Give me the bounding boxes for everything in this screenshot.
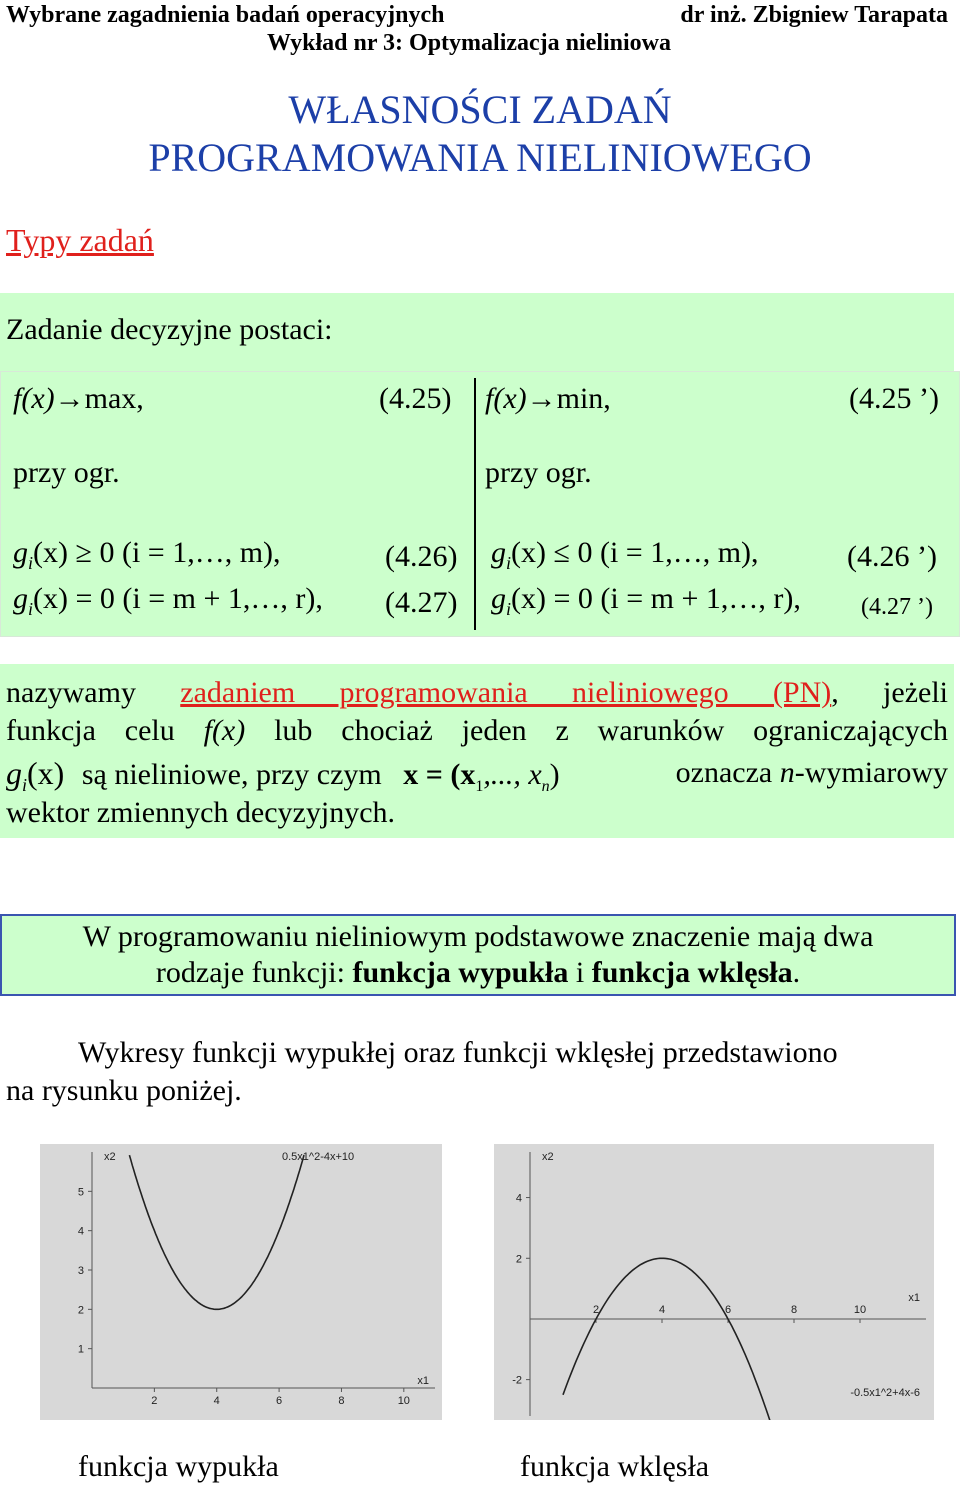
caption-convex: funkcja wypukła	[78, 1450, 279, 1483]
column-divider	[474, 378, 476, 630]
eq-4-25-prime: (4.25 ’)	[849, 382, 939, 415]
eq-4-26-prime: (4.26 ’)	[847, 540, 937, 573]
definition-line4: wektor zmiennych decyzyjnych.	[6, 796, 396, 829]
term-pn: zadaniem programowania nieliniowego (PN)	[180, 676, 832, 709]
y-tick-label: 4	[77, 1225, 84, 1238]
x-tick-label: 4	[658, 1304, 666, 1316]
page-title-line1: WŁASNOŚCI ZADAŃ	[288, 87, 672, 132]
y-axis-label: x2	[542, 1151, 554, 1163]
convex-chart	[40, 1144, 442, 1420]
paragraph-line1: Wykresy funkcji wypukłej oraz funkcji wklęsłej przedstawiono	[78, 1036, 838, 1069]
y-tick-label: 1	[77, 1343, 84, 1356]
x-axis-label: x1	[417, 1375, 429, 1387]
lecture-title: Wykład nr 3: Optymalizacja nieliniowa	[267, 30, 672, 56]
y-tick-label: 4	[515, 1192, 522, 1205]
x-tick-label: 8	[338, 1395, 345, 1407]
x-tick-label: 6	[276, 1395, 283, 1407]
x-tick-label: 8	[790, 1304, 798, 1316]
problem-formulation-box	[0, 371, 960, 637]
objective-min: f(x)→min,	[485, 382, 611, 415]
y-axis-label: x2	[104, 1151, 116, 1163]
x-tick-label: 2	[151, 1395, 158, 1407]
section-heading: Typy zadań	[6, 222, 154, 258]
function-label: -0.5x1^2+4x-6	[850, 1387, 920, 1399]
constraints-label-right: przy ogr.	[485, 456, 592, 489]
eq-4-27-prime: (4.27 ’)	[861, 594, 933, 620]
x-tick-label: 6	[724, 1304, 732, 1316]
objective-max: f(x)→max,	[13, 382, 144, 415]
paragraph-line2: na rysunku poniżej.	[6, 1074, 242, 1107]
constraint-eq-left: $g_i(x) = 0$ (i = m + 1,…, r),	[13, 582, 323, 619]
caption-concave: funkcja wklęsła	[520, 1450, 710, 1483]
definition-line2: funkcja celu f(x) lub chociaż jeden z warunków ograniczających	[6, 714, 949, 747]
x-axis-label: x1	[908, 1292, 920, 1304]
convex-chart-bg	[40, 1144, 442, 1420]
eq-4-26: (4.26)	[385, 540, 458, 573]
constraint-ineq-right: $g_i(x) \le 0$ (i = 1,…, m),	[491, 536, 759, 573]
problem-intro-box	[0, 293, 954, 371]
y-tick-label: 3	[77, 1265, 84, 1277]
definition-line1: nazywamy zadaniem programowania nieliniowego (PN), jeżeli	[6, 676, 949, 709]
x-tick-label: 2	[592, 1304, 600, 1316]
y-tick-label: 2	[515, 1253, 522, 1266]
eq-4-25: (4.25)	[379, 382, 452, 415]
info-line2: rodzaje funkcji: funkcja wypukła i funkcja wklęsła.	[155, 956, 801, 989]
author: dr inż. Zbigniew Tarapata	[680, 2, 948, 28]
problem-intro: Zadanie decyzyjne postaci:	[6, 313, 333, 346]
function-label: 0.5x1^2-4x+10	[282, 1151, 355, 1163]
x-tick-label: 10	[853, 1304, 867, 1316]
info-box	[0, 914, 956, 996]
page-title-line2: PROGRAMOWANIA NIELINIOWEGO	[148, 135, 812, 180]
constraint-ineq-left: $g_i(x) \ge 0$ (i = 1,…, m),	[13, 536, 281, 573]
course-title: Wybrane zagadnienia badań operacyjnych	[6, 2, 445, 28]
concave-chart-bg	[494, 1144, 934, 1420]
y-tick-label: 5	[77, 1186, 84, 1199]
concave-chart	[494, 1144, 934, 1420]
constraint-eq-right: $g_i(x) = 0$ (i = m + 1,…, r),	[491, 582, 801, 619]
definition-line3: $g_i(x)$ są nieliniowe, przy czym $x = (x_1$,..., $x_n$) oznacza n-wymiarowy	[6, 755, 948, 795]
definition-box	[0, 664, 954, 838]
x-tick-label: 10	[397, 1395, 410, 1407]
y-tick-label: 2	[77, 1304, 84, 1317]
y-tick-label: -2	[512, 1374, 522, 1387]
x-tick-label: 4	[213, 1395, 220, 1407]
info-line1: W programowaniu nieliniowym podstawowe znaczenie mają dwa	[82, 920, 874, 953]
eq-4-27: (4.27)	[385, 586, 458, 619]
constraints-label-left: przy ogr.	[13, 456, 120, 489]
vector-x: $x = (x_1$,..., $x_n$)	[403, 758, 560, 795]
